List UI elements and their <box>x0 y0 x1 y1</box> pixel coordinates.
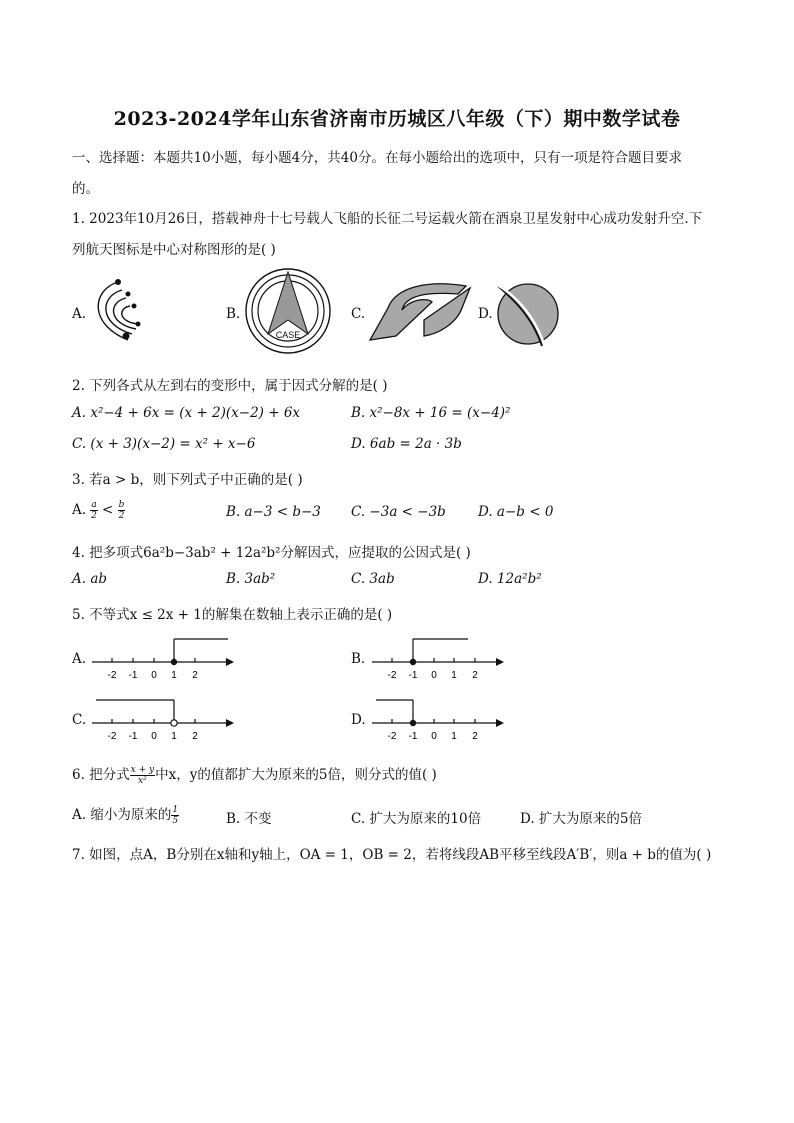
q1-logo-b-case <box>240 268 336 354</box>
q5-option-a-label: A. <box>72 651 87 667</box>
section-instructions-line2: 的。 <box>72 181 99 197</box>
q1-stem-line1: 1. 2023年10月26日，搭载神舟十七号载人飞船的长征二号运载火箭在酒泉卫星发射中心成功发射升空.下 <box>72 211 703 227</box>
svg-text:-2: -2 <box>107 731 117 742</box>
q2-option-c: C. (x + 3)(x−2) = x² + x−6 <box>72 436 256 452</box>
q1-option-c-label: C. <box>351 306 366 322</box>
q5-numberline-a <box>88 634 238 684</box>
q2-option-a: A. x²−4 + 6x = (x + 2)(x−2) + 6x <box>72 405 301 421</box>
q6-stem: 6. 把分式 $\frac{x + y}{\text{x²}}$ 中x，y的值都扩大为原来的5倍，则分式的值( ) <box>72 765 437 786</box>
q1-logo-d-globe <box>492 276 562 348</box>
svg-text:-1: -1 <box>128 670 138 681</box>
svg-text:2: 2 <box>472 731 478 742</box>
svg-text:1: 1 <box>451 731 457 742</box>
svg-text:2: 2 <box>472 670 478 681</box>
svg-text:-1: -1 <box>128 731 138 742</box>
q5-numberline-b <box>368 634 518 684</box>
svg-text:0: 0 <box>431 670 437 681</box>
q2-option-d: D. 6ab = 2a · 3b <box>351 436 462 452</box>
q3-stem: 3. 若a > b，则下列式子中正确的是( ) <box>72 472 303 488</box>
svg-text:-1: -1 <box>408 670 418 681</box>
q4-option-c: C. 3ab <box>351 571 395 587</box>
q1-stem-line2: 列航天图标是中心对称图形的是( ) <box>72 242 276 258</box>
q4-stem: 4. 把多项式6a²b−3ab² + 12a²b²分解因式，应提取的公因式是( ) <box>72 545 471 561</box>
q5-option-d-label: D. <box>351 712 366 728</box>
q4-option-b: B. 3ab² <box>226 571 276 587</box>
svg-text:0: 0 <box>151 731 157 742</box>
q1-logo-b-text: CASE <box>275 330 301 340</box>
q1-option-a-label: A. <box>72 306 87 322</box>
q3-option-a: A. $\frac{a}{2}$ < $\frac{b}{2}$ <box>72 500 125 521</box>
q1-logo-a-rings <box>88 272 160 348</box>
svg-text:1: 1 <box>171 731 177 742</box>
svg-text:1: 1 <box>171 670 177 681</box>
q6-option-d: D. 扩大为原来的5倍 <box>520 811 643 827</box>
q5-option-c-label: C. <box>72 712 87 728</box>
q5-numberline-c <box>88 695 238 745</box>
q1-option-b-label: B. <box>226 306 241 322</box>
svg-text:-2: -2 <box>387 731 397 742</box>
q3-option-b: B. a−3 < b−3 <box>226 504 321 520</box>
q5-numberline-d <box>368 695 518 745</box>
svg-text:0: 0 <box>431 731 437 742</box>
q5-stem: 5. 不等式x ≤ 2x + 1的解集在数轴上表示正确的是( ) <box>72 607 393 623</box>
q4-option-d: D. 12a²b² <box>478 571 542 587</box>
q3-option-a-label: A. <box>72 502 87 518</box>
q6-option-b: B. 不变 <box>226 811 272 827</box>
q5-option-b-label: B. <box>351 651 366 667</box>
q4-option-a: A. ab <box>72 571 108 587</box>
q3-option-d: D. a−b < 0 <box>478 504 554 520</box>
q6-option-a: A. 缩小为原来的 $\frac{1}{5}$ <box>72 805 179 826</box>
section-instructions-line1: 一、选择题：本题共10小题，每小题4分，共40分。在每小题给出的选项中，只有一项是符合题目要求 <box>72 150 682 166</box>
q1-logo-c-swoosh <box>366 280 474 344</box>
svg-text:-2: -2 <box>107 670 117 681</box>
svg-text:-1: -1 <box>408 731 418 742</box>
svg-text:2: 2 <box>192 670 198 681</box>
page-title: 2023-2024学年山东省济南市历城区八年级（下）期中数学试卷 <box>113 108 681 130</box>
q2-stem: 2. 下列各式从左到右的变形中，属于因式分解的是( ) <box>72 378 388 394</box>
q3-option-c: C. −3a < −3b <box>351 504 446 520</box>
q2-option-b: B. x²−8x + 16 = (x−4)² <box>351 405 511 421</box>
q7-stem: 7. 如图，点A，B分别在x轴和y轴上，OA = 1，OB = 2，若将线段AB平移至线段A′B′，则a + b的值为( ) <box>72 847 712 863</box>
svg-text:1: 1 <box>451 670 457 681</box>
svg-text:-2: -2 <box>387 670 397 681</box>
q1-option-d-label: D. <box>478 306 493 322</box>
q6-option-c: C. 扩大为原来的10倍 <box>351 811 482 827</box>
svg-text:2: 2 <box>192 731 198 742</box>
svg-text:0: 0 <box>151 670 157 681</box>
